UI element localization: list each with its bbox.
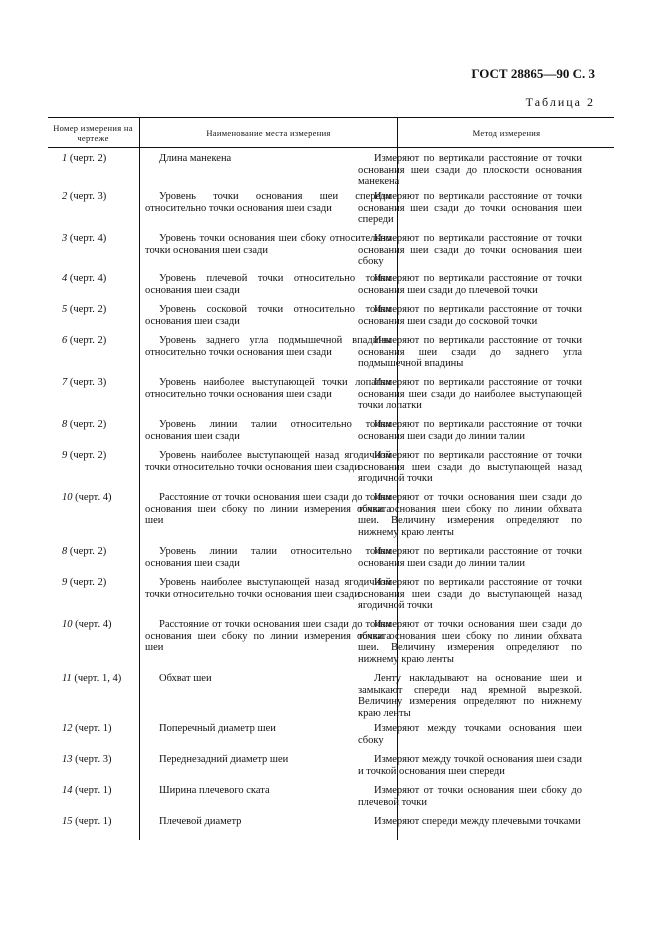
table-caption: Таблица 2 bbox=[525, 95, 595, 109]
measurement-number: 15 (черт. 1) bbox=[62, 816, 112, 827]
measurement-name: Уровень наиболее выступающей точки лопатки относительно точки основания шеи сзади bbox=[145, 377, 391, 400]
measurement-number: 13 (черт. 3) bbox=[62, 754, 112, 765]
measurement-number: 12 (черт. 1) bbox=[62, 723, 112, 734]
measurement-number: 10 (черт. 4) bbox=[62, 619, 112, 630]
measurement-name: Уровень точки основания шеи сбоку относительно точки основания шеи сзади bbox=[145, 233, 391, 256]
measurement-method: Измеряют по вертикали расстояние от точки основания шеи сзади до линии талии bbox=[358, 419, 582, 442]
measurement-name: Поперечный диаметр шеи bbox=[159, 723, 276, 734]
measurement-number: 11 (черт. 1, 4) bbox=[62, 673, 122, 684]
measurement-name: Обхват шеи bbox=[159, 673, 212, 684]
measurement-number: 7 (черт. 3) bbox=[62, 377, 107, 388]
measurement-method: Измеряют по вертикали расстояние от точки основания шеи сзади до наиболее выступающей точки лопатки bbox=[358, 377, 582, 412]
measurements-table bbox=[48, 117, 614, 827]
measurement-name: Ширина плечевого ската bbox=[159, 785, 270, 796]
measurement-method: Измеряют от точки основания шеи сзади до точки основания шеи сбоку по линии обхвата шеи. Величину измерения определяют по нижнему краю ленты bbox=[358, 492, 582, 538]
measurement-number: 8 (черт. 2) bbox=[62, 419, 107, 430]
measurement-number: 2 (черт. 3) bbox=[62, 191, 107, 202]
measurement-method: Измеряют между точкой основания шеи сзади и точкой основания шеи спереди bbox=[358, 754, 582, 777]
measurement-number: 3 (черт. 4) bbox=[62, 233, 107, 244]
measurement-name: Расстояние от точки основания шеи сзади до точки основания шеи сбоку по линии измерения обхвата шеи bbox=[145, 619, 391, 654]
measurement-name: Уровень заднего угла подмышечной впадины относительно точки основания шеи сзади bbox=[145, 335, 391, 358]
measurement-number: 10 (черт. 4) bbox=[62, 492, 112, 503]
column-divider bbox=[139, 146, 140, 840]
measurement-method: Измеряют по вертикали расстояние от точки основания шеи сзади до точки основания шеи сбоку bbox=[358, 233, 582, 268]
measurement-number: 9 (черт. 2) bbox=[62, 577, 107, 588]
measurement-number: 14 (черт. 1) bbox=[62, 785, 112, 796]
measurement-method: Измеряют по вертикали расстояние от точки основания шеи сзади до линии талии bbox=[358, 546, 582, 569]
column-header-number: Номер измерения на чертеже bbox=[53, 122, 133, 143]
measurement-name: Уровень сосковой точки относительно точки основания шеи сзади bbox=[145, 304, 391, 327]
measurement-name: Расстояние от точки основания шеи сзади до точки основания шеи сбоку по линии измерения обхвата шеи bbox=[145, 492, 391, 527]
measurement-number: 8 (черт. 2) bbox=[62, 546, 107, 557]
measurement-name: Уровень плечевой точки относительно точки основания шеи сзади bbox=[145, 273, 391, 296]
measurement-name: Уровень наиболее выступающей назад ягодичной точки относительно точки основания шеи сзади bbox=[145, 450, 391, 473]
column-header-method: Метод измерения bbox=[397, 118, 615, 147]
measurement-name: Переднезадний диаметр шеи bbox=[159, 754, 289, 765]
measurement-name: Уровень линии талии относительно точки основания шеи сзади bbox=[145, 546, 391, 569]
measurement-method: Измеряют по вертикали расстояние от точки основания шеи сзади до точки основания шеи спереди bbox=[358, 191, 582, 226]
column-header-name: Наименование места измерения bbox=[139, 118, 397, 147]
measurement-name: Уровень точки основания шеи спереди относительно точки основания шеи сзади bbox=[145, 191, 391, 214]
measurement-name: Уровень линии талии относительно точки основания шеи сзади bbox=[145, 419, 391, 442]
measurement-method: Измеряют от точки основания шеи сбоку до плечевой точки bbox=[358, 785, 582, 808]
measurement-method: Измеряют по вертикали расстояние от точки основания шеи сзади до выступающей назад ягодичной точки bbox=[358, 450, 582, 485]
measurement-method: Измеряют от точки основания шеи сзади до точки основания шеи сбоку по линии обхвата шеи. Величину измерения определяют по нижнему краю ленты bbox=[358, 619, 582, 665]
document-header: ГОСТ 28865—90 С. 3 bbox=[471, 66, 595, 81]
measurement-name: Плечевой диаметр bbox=[159, 816, 242, 827]
measurement-method: Измеряют по вертикали расстояние от точки основания шеи сзади до выступающей назад ягодичной точки bbox=[358, 577, 582, 612]
measurement-number: 1 (черт. 2) bbox=[62, 153, 107, 164]
measurement-name: Уровень наиболее выступающей назад ягодичной точки относительно точки основания шеи сзади bbox=[145, 577, 391, 600]
measurement-method: Измеряют по вертикали расстояние от точки основания шеи сзади до сосковой точки bbox=[358, 304, 582, 327]
measurement-name: Длина манекена bbox=[159, 153, 232, 164]
measurement-method: Измеряют спереди между плечевыми точками bbox=[374, 816, 581, 827]
table-header bbox=[48, 117, 614, 148]
measurement-method: Измеряют по вертикали расстояние от точки основания шеи сзади до плоскости основания манекена bbox=[358, 153, 582, 188]
measurement-method: Измеряют по вертикали расстояние от точки основания шеи сзади до заднего угла подмышечной впадины bbox=[358, 335, 582, 370]
measurement-number: 4 (черт. 4) bbox=[62, 273, 107, 284]
measurement-method: Ленту накладывают на основание шеи и замыкают спереди над яремной вырезкой. Величину измерения определяют по нижнему краю ленты bbox=[358, 673, 582, 719]
measurement-method: Измеряют по вертикали расстояние от точки основания шеи сзади до плечевой точки bbox=[358, 273, 582, 296]
measurement-method: Измеряют между точками основания шеи сбоку bbox=[358, 723, 582, 746]
measurement-number: 6 (черт. 2) bbox=[62, 335, 107, 346]
measurement-number: 5 (черт. 2) bbox=[62, 304, 107, 315]
measurement-number: 9 (черт. 2) bbox=[62, 450, 107, 461]
